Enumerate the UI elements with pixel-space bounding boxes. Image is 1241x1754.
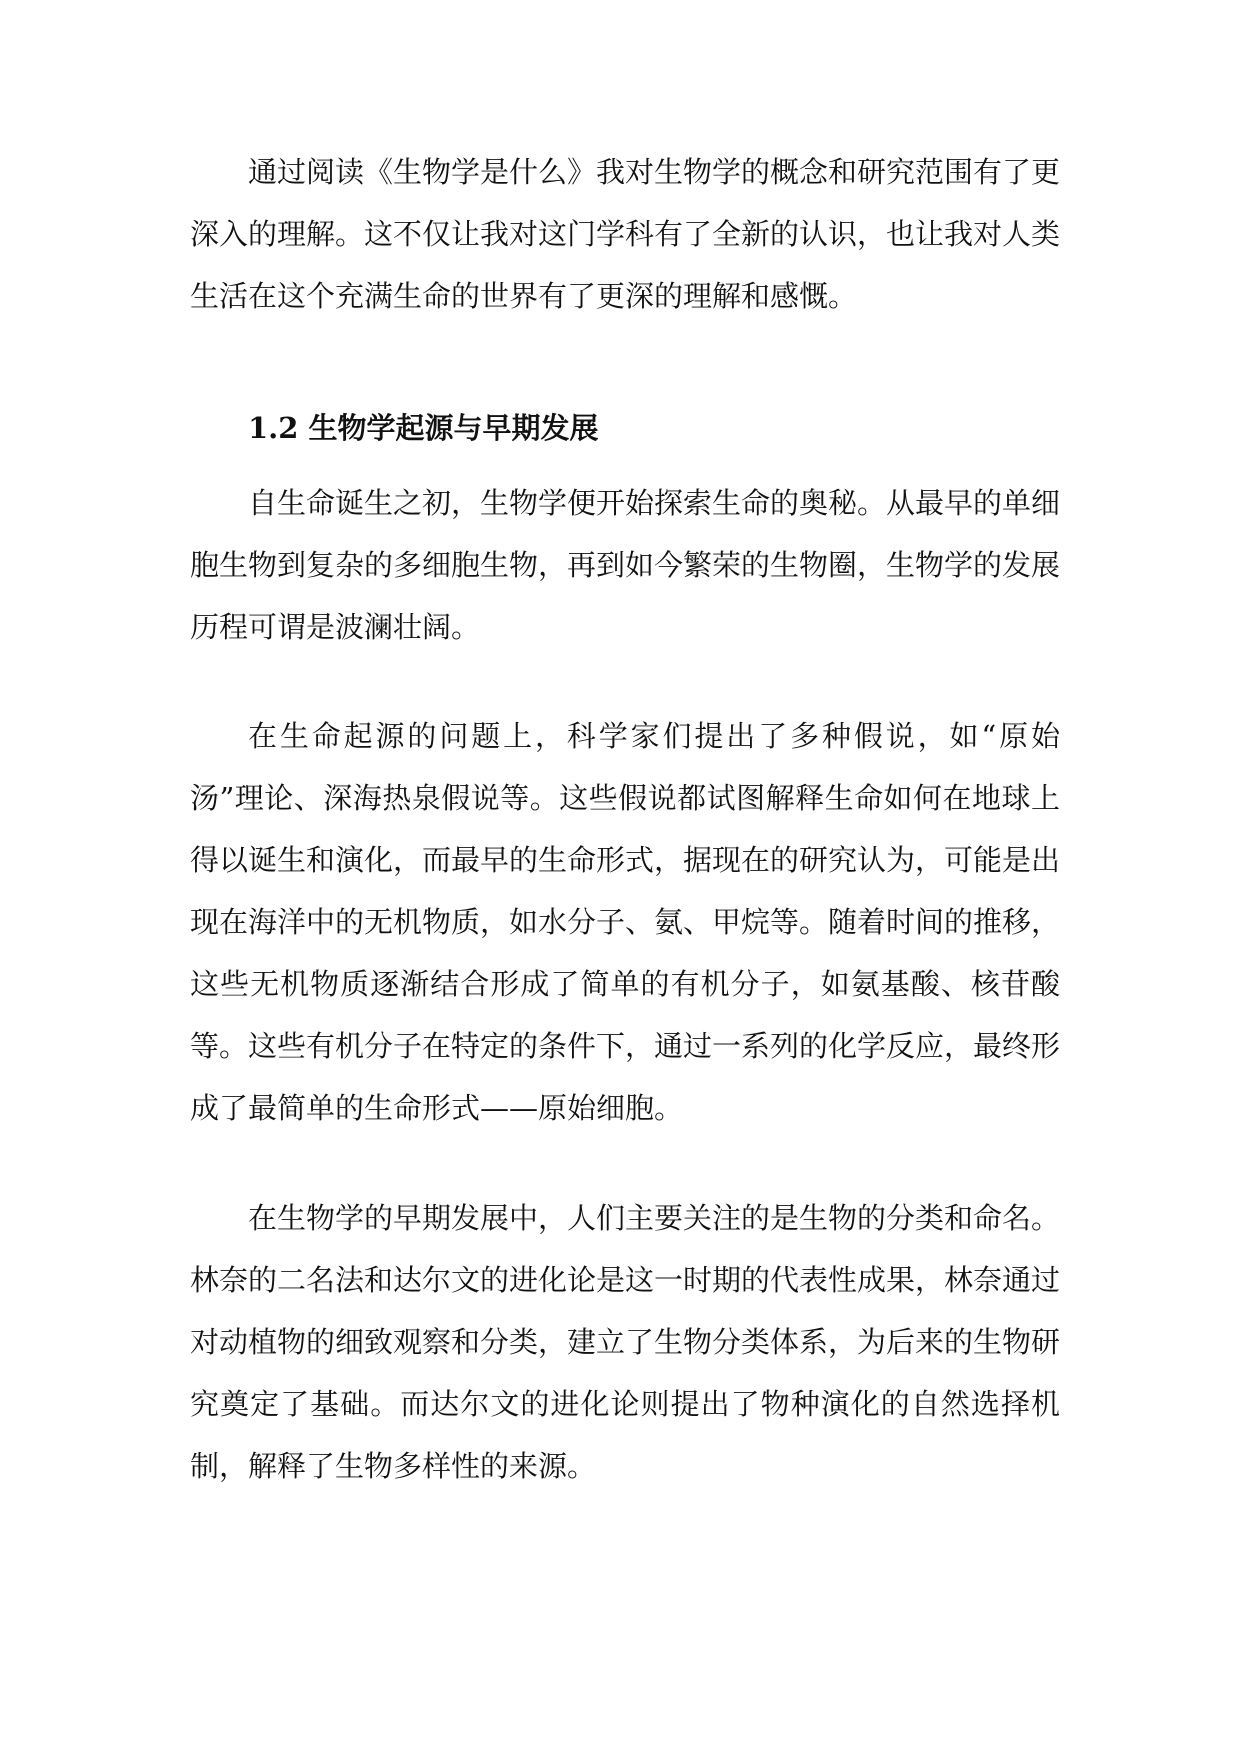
body-paragraph: 在生物学的早期发展中，人们主要关注的是生物的分类和命名。林奈的二名法和达尔文的进化论是这一时期的代表性成果，林奈通过对动植物的细致观察和分类，建立了生物分类体系，为后来的生物研究奠定了基础。而达尔文的进化论则提出了物种演化的自然选择机制，解释了生物多样性的来源。 — [190, 1201, 1061, 1483]
body-paragraph: 在生命起源的问题上，科学家们提出了多种假说，如“原始汤”理论、深海热泉假说等。这些假说都试图解释生命如何在地球上得以诞生和演化，而最早的生命形式，据现在的研究认为，可能是出现在海洋中的无机物质，如水分子、氨、甲烷等。随着时间的推移，这些无机物质逐渐结合形成了简单的有机分子，如氨基酸、核苷酸等。这些有机分子在特定的条件下，通过一系列的化学反应，最终形成了最简单的生命形式——原始细胞。 — [190, 719, 1061, 1125]
body-paragraph: 通过阅读《生物学是什么》我对生物学的概念和研究范围有了更深入的理解。这不仅让我对这门学科有了全新的认识，也让我对人类生活在这个充满生命的世界有了更深的理解和感慨。 — [190, 155, 1061, 313]
section-heading: 1.2 生物学起源与早期发展 — [248, 411, 599, 445]
body-paragraph: 自生命诞生之初，生物学便开始探索生命的奥秘。从最早的单细胞生物到复杂的多细胞生物，再到如今繁荣的生物圈，生物学的发展历程可谓是波澜壮阔。 — [190, 486, 1061, 644]
